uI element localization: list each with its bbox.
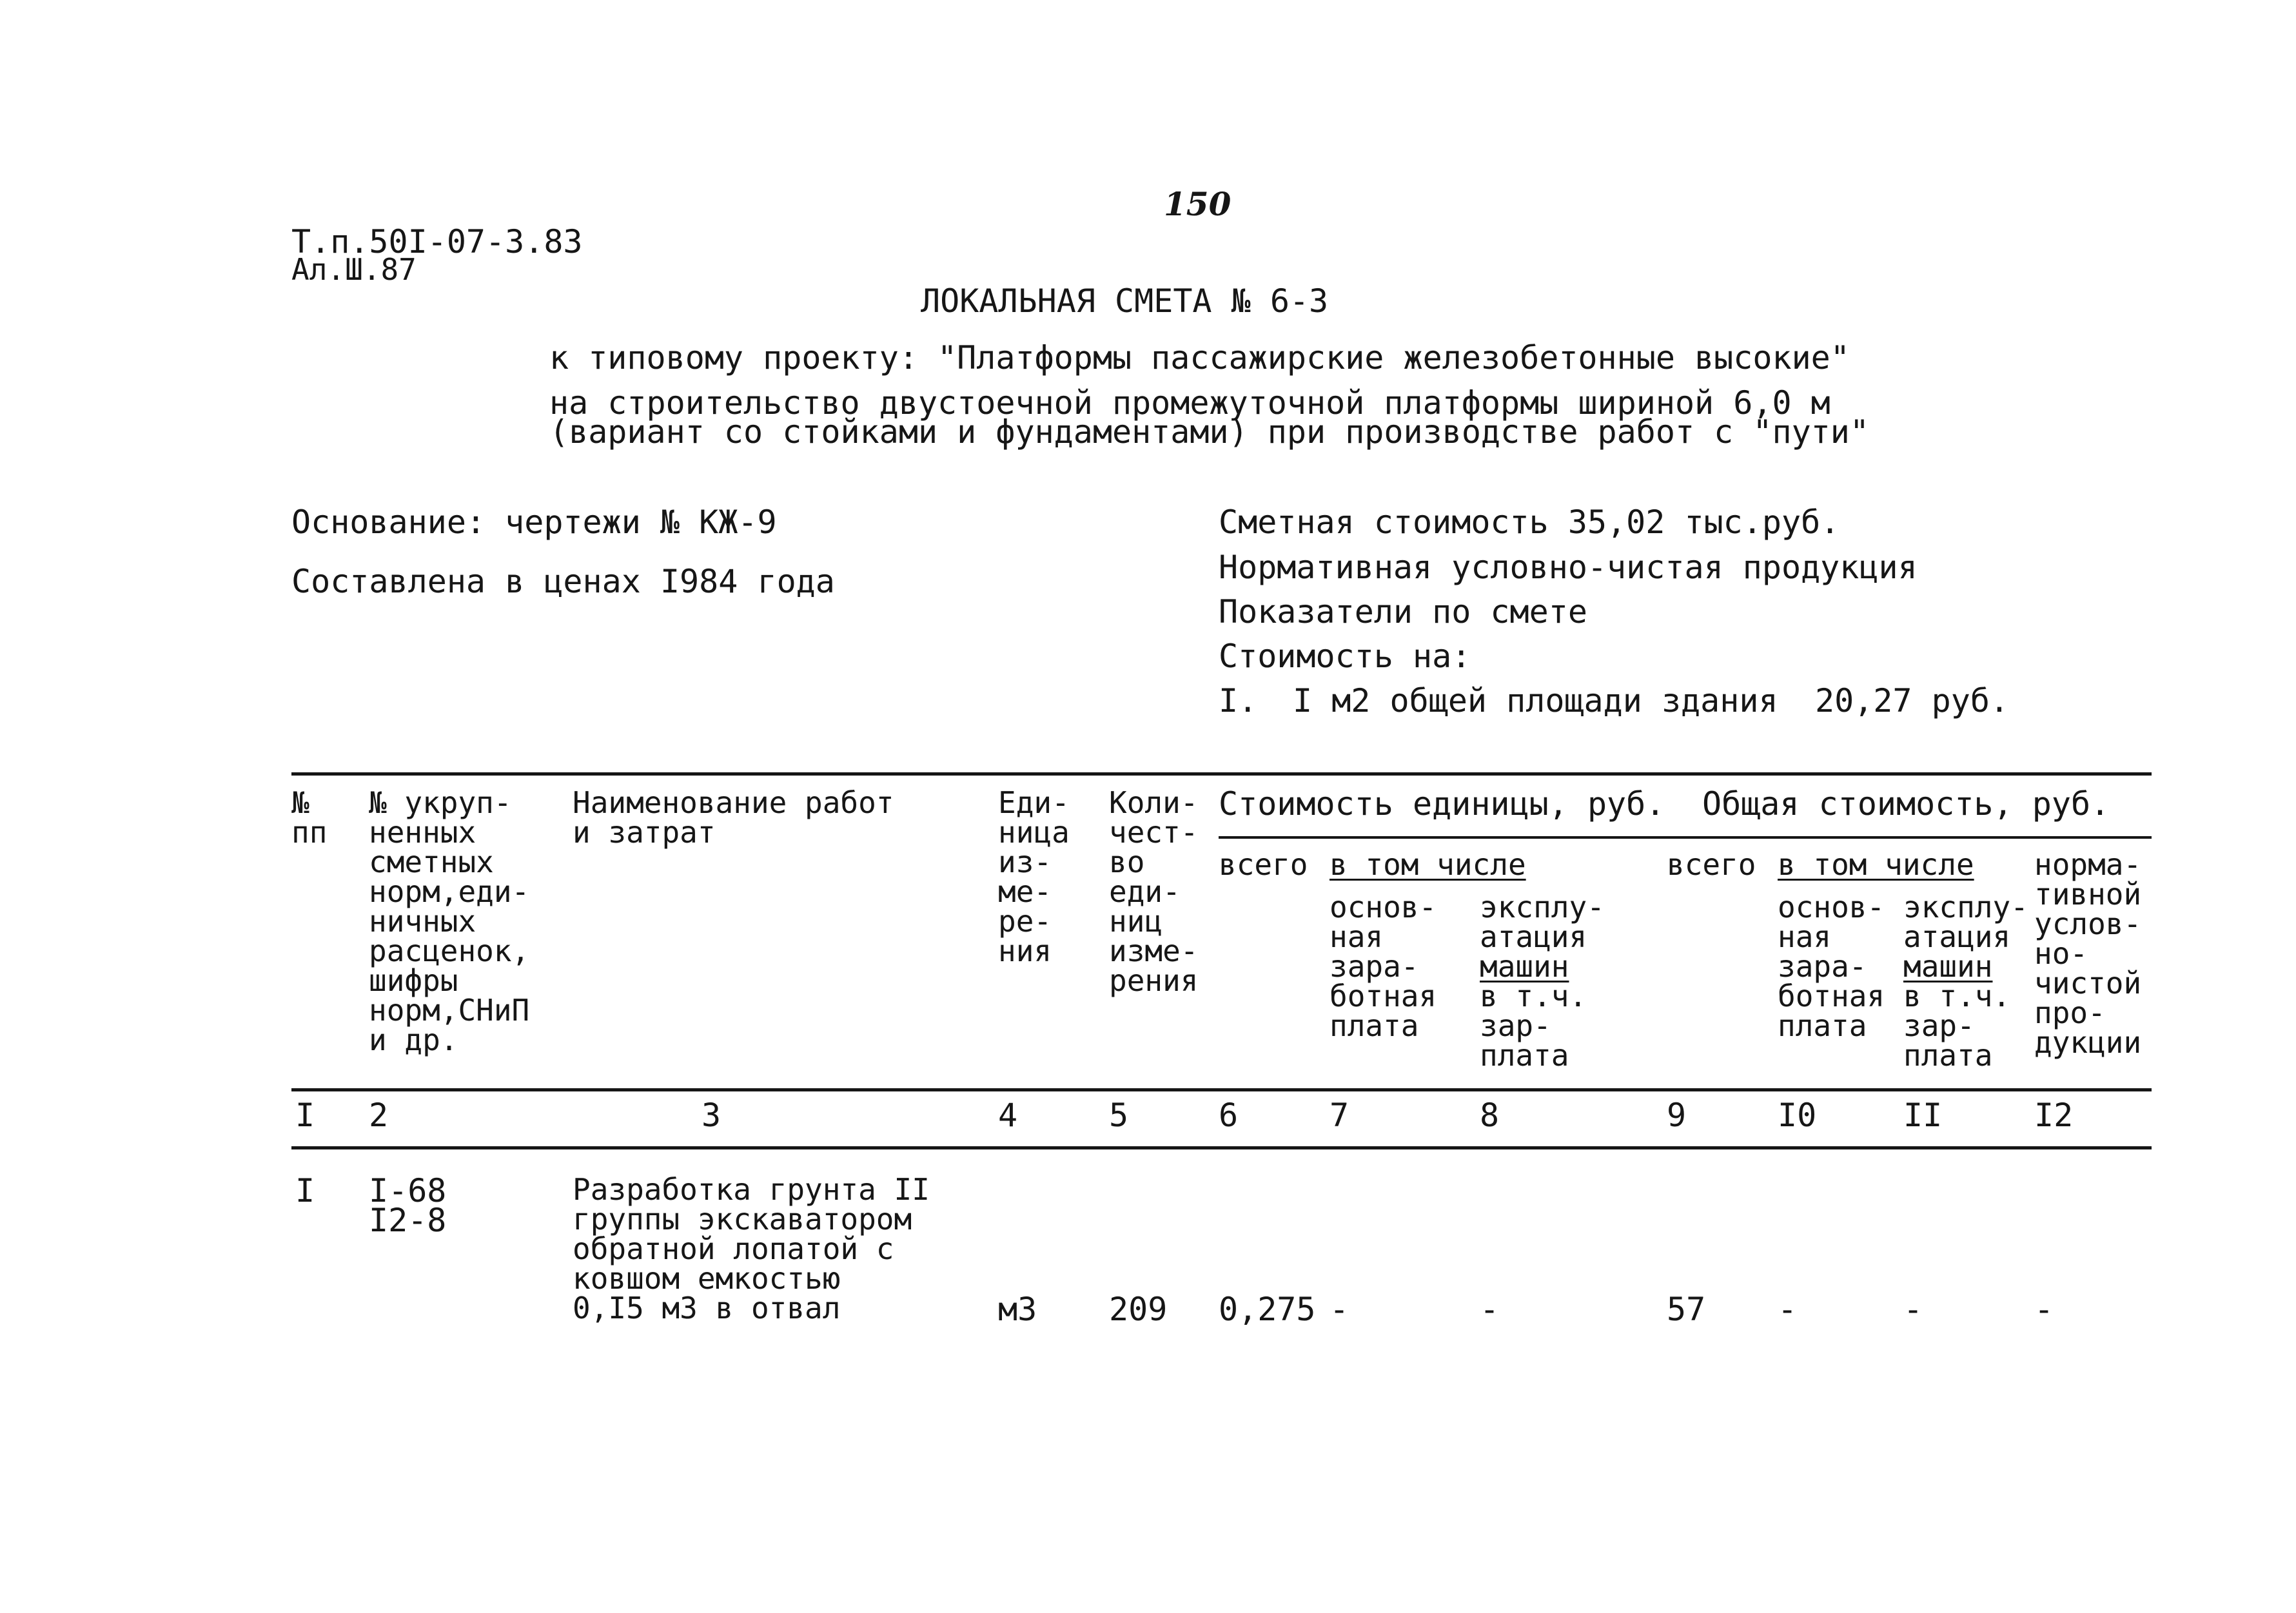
- table-colnum-bottom-rule: [291, 1146, 2152, 1149]
- row-num: I: [295, 1172, 315, 1209]
- header-col8-d: зар- плата: [1480, 1008, 1569, 1073]
- estimate-cost-text: Сметная стоимость 35,02 тыс.руб.: [1219, 503, 1840, 541]
- indicators-text: Показатели по смете: [1219, 593, 1587, 631]
- colnum-7: 7: [1330, 1097, 1349, 1134]
- row-unit-base: -: [1330, 1291, 1349, 1328]
- colnum-5: 5: [1109, 1097, 1129, 1134]
- colnum-6: 6: [1219, 1097, 1239, 1134]
- colnum-11: II: [1903, 1097, 1943, 1134]
- header-col8-b: машин: [1480, 949, 1569, 984]
- header-col6-all: всего: [1219, 847, 1308, 882]
- subtitle-line-2: на строительство двустоечной промежуточной платформы шириной 6,0 м: [549, 384, 1830, 422]
- row-total-base: -: [1778, 1291, 1798, 1328]
- header-col8-a: эксплу- атация: [1480, 890, 1605, 954]
- header-col1: № пп: [291, 785, 328, 850]
- header-unit-cost-group: Стоимость единицы, руб.: [1219, 785, 1665, 823]
- header-col2: № укруп- ненных сметных норм,еди- ничных расценок, шифры норм,СНиП и др.: [369, 785, 530, 1057]
- header-col11-d: зар- плата: [1903, 1008, 1993, 1073]
- header-col7: основ- ная зара- ботная плата: [1330, 890, 1437, 1043]
- page-number: 150: [1164, 185, 1231, 223]
- subtitle-line-1: к типовому проекту: "Платформы пассажирские железобетонные высокие": [549, 339, 1850, 376]
- colnum-4: 4: [998, 1097, 1018, 1134]
- page-title: ЛОКАЛЬНАЯ СМЕТА № 6-3: [921, 282, 1329, 320]
- cost-item-label: I м2 общей площади здания: [1293, 682, 1778, 719]
- header-total-including: в том числе: [1778, 847, 1974, 882]
- cost-item-value: 20,27 руб.: [1815, 682, 2010, 719]
- subtitle-line-3: (вариант со стойками и фундаментами) при производстве работ с "пути": [549, 413, 1869, 451]
- row-code-a: I-68: [369, 1172, 447, 1209]
- row-name: Разработка грунта II группы экскаватором обратной лопатой с ковшом емкостью 0,I5 м3 в отвал: [573, 1172, 930, 1325]
- cost-item-num: I.: [1219, 682, 1258, 719]
- prices-year-text: Составлена в ценах I984 года: [291, 563, 835, 600]
- colnum-10: I0: [1778, 1097, 1817, 1134]
- header-col8-c: в т.ч.: [1480, 979, 1587, 1013]
- colnum-9: 9: [1667, 1097, 1687, 1134]
- normative-output-text: Нормативная условно-чистая продукция: [1219, 549, 1918, 586]
- doc-ref-line1: Т.п.50I-07-3.83: [291, 223, 583, 260]
- header-col11-c: в т.ч.: [1903, 979, 2011, 1013]
- header-col11-a: эксплу- атация: [1903, 890, 2028, 954]
- row-normative: -: [2034, 1291, 2054, 1328]
- doc-ref-line2: Ал.Ш.87: [291, 252, 417, 287]
- row-code-b: I2-8: [369, 1202, 447, 1239]
- header-col12: норма- тивной услов- но- чистой про- дукции: [2034, 847, 2142, 1060]
- colnum-3: 3: [702, 1097, 721, 1134]
- cost-for-text: Стоимость на:: [1219, 638, 1471, 675]
- row-total-machine: -: [1903, 1291, 1923, 1328]
- row-total: 57: [1667, 1291, 1706, 1328]
- basis-text: Основание: чертежи № КЖ-9: [291, 503, 777, 541]
- header-unit-including: в том числе: [1330, 847, 1526, 882]
- table-group-rule: [1219, 836, 2152, 839]
- header-col11-b: машин: [1903, 949, 1993, 984]
- row-unit-machine: -: [1480, 1291, 1500, 1328]
- colnum-2: 2: [369, 1097, 389, 1134]
- row-unit: м3: [998, 1291, 1037, 1328]
- header-col4: Еди- ница из- ме- ре- ния: [998, 785, 1070, 968]
- header-col9-all: всего: [1667, 847, 1756, 882]
- table-header-bottom-rule: [291, 1088, 2152, 1091]
- colnum-8: 8: [1480, 1097, 1500, 1134]
- table-top-rule: [291, 772, 2152, 776]
- row-unit-total: 0,275: [1219, 1291, 1316, 1328]
- row-qty: 209: [1109, 1291, 1168, 1328]
- header-total-cost-group: Общая стоимость, руб.: [1702, 785, 2110, 823]
- colnum-1: I: [295, 1097, 315, 1134]
- header-col10: основ- ная зара- ботная плата: [1778, 890, 1885, 1043]
- header-col5: Коли- чест- во еди- ниц изме- рения: [1109, 785, 1199, 998]
- colnum-12: I2: [2034, 1097, 2074, 1134]
- header-col3: Наименование работ и затрат: [573, 785, 894, 850]
